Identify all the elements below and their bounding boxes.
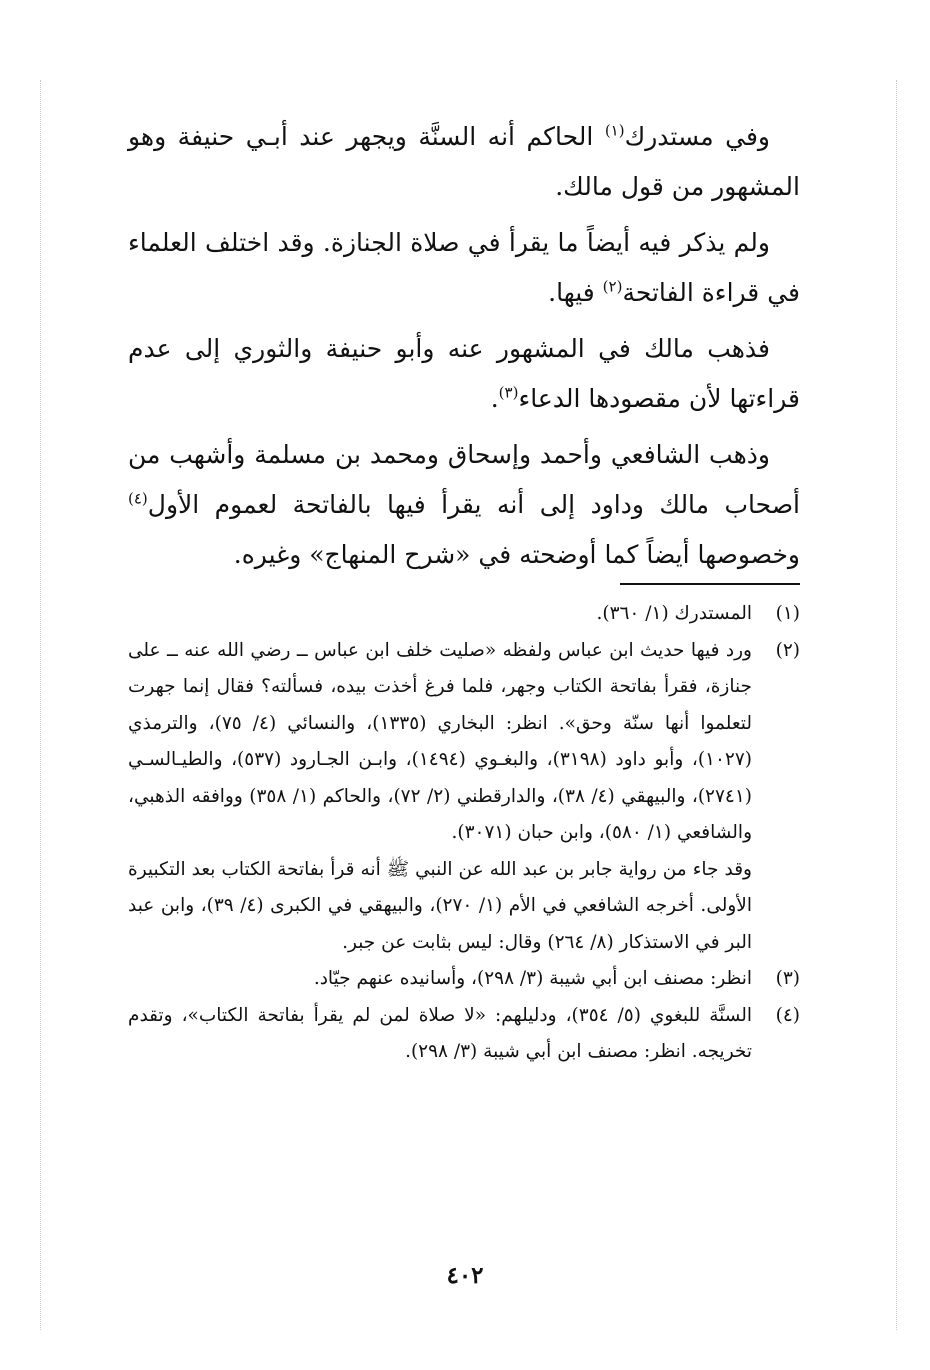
footnote-1: [128, 596, 800, 633]
paragraph-2-text: ولم يذكر فيه أيضاً ما يقرأ في صلاة الجنازة. وقد اختلف العلماء في قراءة الفاتحة: [128, 228, 800, 307]
footnote-2: [128, 633, 800, 852]
page-number: ٤٠٢: [446, 1262, 484, 1289]
paragraph-4-text-end: وخصوصها أيضاً كما أوضحته في «شرح المنهاج» وغيره.: [233, 540, 800, 569]
footnote-1-number: (١): [775, 603, 800, 624]
paragraph-1: [128, 112, 800, 212]
paragraph-1-text: وفي مستدرك: [624, 122, 770, 151]
footnote-4-number: (٤): [775, 1004, 800, 1026]
paragraph-3: [128, 324, 800, 424]
main-text: [128, 112, 800, 586]
paragraph-4: [128, 430, 800, 580]
footnote-ref-1[interactable]: (١): [604, 121, 625, 140]
paragraph-2: [128, 218, 800, 318]
footnote-3: [128, 961, 800, 998]
paragraph-2-text-end: فيها.: [548, 278, 603, 307]
paragraph-3-text-end: .: [490, 384, 499, 413]
footnote-1-text: المستدرك (١/ ٣٦٠).: [596, 603, 752, 624]
footnote-separator: [620, 583, 800, 585]
paragraph-1-text-end: الحاكم أنه السنَّة ويجهر عند أبـي حنيفة وهو المشهور من قول مالك.: [128, 122, 800, 201]
footnote-ref-2[interactable]: (٢): [602, 277, 623, 296]
paragraph-4-text: وذهب الشافعي وأحمد وإسحاق ومحمد بن مسلمة وأشهب من أصحاب مالك وداود إلى أنه يقرأ فيها بالفاتحة لعموم الأول: [128, 440, 800, 519]
footnote-4: [128, 998, 800, 1071]
footnote-2-number: (٢): [775, 639, 800, 661]
scan-edge-left: [40, 80, 43, 1330]
footnote-4-text: السنَّة للبغوي (٥/ ٣٥٤)، ودليلهم: «لا صلاة لمن لم يقرأ بفاتحة الكتاب»، وتقدم تخريجه. انظر: مصنف ابن أبي شيبة (٣/ ٢٩٨).: [128, 1004, 752, 1062]
footnote-2-text: ورد فيها حديث ابن عباس ولفظه «صليت خلف ابن عباس ــ رضي الله عنه ــ على جنازة، فقرأ بفاتحة الكتاب وجهر، فلما فرغ أخذت بيده، فسألته؟ فقال إنما جهرت لتعلموا أنها سنّة وحق». انظر: البخاري (١٣٣٥)، والنسائي (٤/ ٧٥)، والترمذي (١٠٢٧)، وأبو داود (٣١٩٨)، والبغـوي (١٤٩٤)، وابـن الجـارود (٥٣٧)، والطيـالسـي (٢٧٤١)، والبيهقي (٤/ ٣٨)، والدارقطني (٢/ ٧٢)، والحاكم (١/ ٣٥٨) ووافقه الذهبي، والشافعي (١/ ٥٨٠)، وابن حبان (٣٠٧١).: [128, 639, 753, 843]
footnote-3-number: (٣): [775, 968, 800, 989]
scan-edge-right: [896, 80, 899, 1330]
footnote-ref-3[interactable]: (٣): [498, 383, 519, 402]
footnote-3-text: انظر: مصنف ابن أبي شيبة (٣/ ٢٩٨)، وأسانيده عنهم جيّاد.: [313, 968, 752, 989]
footnotes: [128, 596, 800, 1071]
footnote-2-continuation: وقد جاء من رواية جابر بن عبد الله عن النبي ﷺ أنه قرأ بفاتحة الكتاب بعد التكبيرة الأولى. أخرجه الشافعي في الأم (١/ ٢٧٠)، والبيهقي في الكبرى (٤/ ٣٩)، وابن عبد البر في الاستذكار (٨/ ٢٦٤) وقال: ليس بثابت عن جبر.: [128, 858, 752, 953]
footnote-ref-4[interactable]: (٤): [128, 489, 148, 508]
paragraph-3-text: فذهب مالك في المشهور عنه وأبو حنيفة والثوري إلى عدم قراءتها لأن مقصودها الدعاء: [128, 334, 800, 413]
